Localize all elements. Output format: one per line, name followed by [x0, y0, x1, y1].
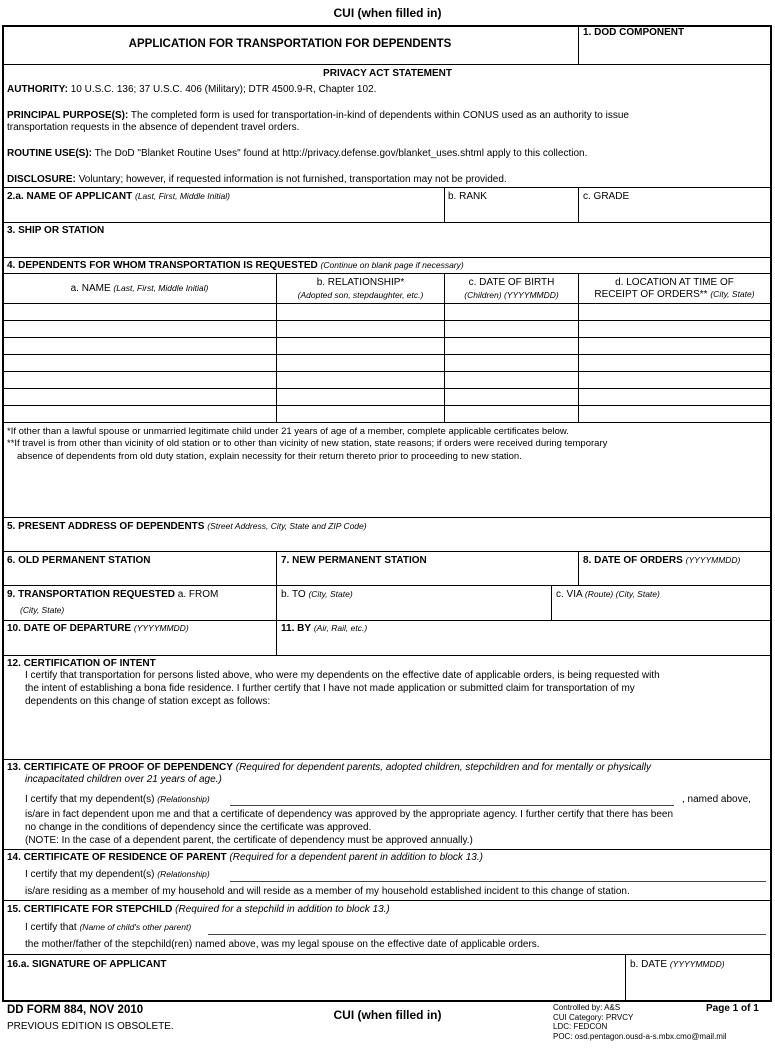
dependent-location-input[interactable] [581, 339, 768, 353]
obsolete-notice: PREVIOUS EDITION IS OBSOLETE. [7, 1021, 174, 1032]
dependent-dob-input[interactable] [447, 339, 576, 353]
purpose-text-2: transportation requests in the absence of dependent travel orders. [7, 122, 300, 133]
footnote-1: *If other than a lawful spouse or unmarried legitimate child under 21 years of age of a member, complete applicable certificates below. [7, 426, 569, 437]
dependent-dob-input[interactable] [447, 407, 576, 421]
travel-reasons-input[interactable] [7, 465, 767, 515]
cert-stepchild-text: the mother/father of the stepchild(ren) named above, was my legal spouse on the effective date of applicable orders. [25, 939, 540, 950]
dependents-label: 4. DEPENDENTS FOR WHOM TRANSPORTATION IS REQUESTED (Continue on blank page if necessary) [7, 260, 464, 271]
dependent-location-input[interactable] [581, 390, 768, 404]
date-of-orders-input[interactable] [583, 569, 768, 583]
dependent-dob-input[interactable] [447, 305, 576, 319]
transport-from-input[interactable] [95, 603, 273, 617]
purpose-line [7, 110, 629, 121]
stepchild-other-parent-input[interactable] [210, 920, 762, 933]
disclosure-line [7, 174, 507, 185]
dependency-relationship-input[interactable] [232, 791, 672, 804]
form-title: APPLICATION FOR TRANSPORTATION FOR DEPENDENTS [128, 38, 452, 50]
authority-line [7, 84, 376, 95]
cert-dependency-certify: I certify that my dependent(s) (Relationship) [25, 794, 210, 805]
footnote-3: absence of dependents from old duty station, explain necessity for their return thereto prior to proceeding to new station. [17, 451, 522, 462]
cert-intent-text-2: the intent of establishing a bona fide residence. I further certify that I have not made application or submitted claim for transportation of my [25, 683, 635, 694]
dependent-relationship-input[interactable] [279, 373, 442, 387]
grade-label: c. GRADE [583, 191, 630, 202]
new-station-input[interactable] [281, 569, 576, 583]
cert-intent-exceptions-input[interactable] [25, 710, 765, 756]
cert-intent-label: 12. CERTIFICATION OF INTENT [7, 658, 156, 669]
dependent-relationship-input[interactable] [279, 322, 442, 336]
signature-date-input[interactable] [630, 975, 766, 989]
dependent-dob-input[interactable] [447, 390, 576, 404]
authority-text: 10 U.S.C. 136; 37 U.S.C. 406 (Military); DTR 4500.9-R, Chapter 102. [70, 84, 377, 95]
col-location-header: d. LOCATION AT TIME OF RECEIPT OF ORDERS** (City, State) [594, 277, 755, 300]
dependent-location-input[interactable] [581, 322, 768, 336]
transport-via-input[interactable] [556, 603, 768, 617]
cert-dependency-note: (NOTE: In the case of a dependent parent, the certificate of dependency must be approved annually.) [25, 835, 473, 846]
dependent-dob-input[interactable] [447, 322, 576, 336]
cert-dependency-text-1: is/are in fact dependent upon me and that a certificate of dependency was approved by the appropriate agency. I further certify that there has been [25, 809, 674, 820]
signature-date-label: b. DATE (YYYYMMDD) [630, 959, 725, 970]
routine-text: The DoD "Blanket Routine Uses" found at http://privacy.defense.gov/blanket_uses.shtml apply to this collection. [94, 148, 588, 159]
named-above: , named above, [682, 794, 751, 805]
dependent-relationship-input[interactable] [279, 339, 442, 353]
purpose-label: PRINCIPAL PURPOSE(S): [7, 110, 129, 121]
dependent-name-input[interactable] [5, 305, 274, 319]
col-relationship-header: b. RELATIONSHIP* (Adopted son, stepdaughter, etc.) [297, 277, 424, 300]
travel-mode-input[interactable] [281, 637, 767, 651]
cert-intent-text-1: I certify that transportation for persons listed above, who were my dependents on the effective date of applicable orders, is being requested with [25, 670, 660, 681]
cert-residence-certify: I certify that my dependent(s) (Relationship) [25, 869, 210, 880]
ship-station-label: 3. SHIP OR STATION [7, 225, 105, 236]
disclosure-text: Voluntary; however, if requested information is not furnished, transportation may not be provided. [78, 174, 507, 185]
controlled-by: Controlled by: A&S [553, 1003, 621, 1012]
present-address-input[interactable] [7, 535, 767, 549]
grade-input[interactable] [583, 205, 768, 219]
ship-station-input[interactable] [7, 240, 767, 254]
old-station-label: 6. OLD PERMANENT STATION [7, 555, 151, 566]
transport-to-label: b. TO (City, State) [281, 589, 353, 600]
new-station-label: 7. NEW PERMANENT STATION [281, 555, 427, 566]
applicant-name-label: 2.a. NAME OF APPLICANT (Last, First, Middle Initial) [7, 191, 230, 202]
privacy-heading: PRIVACY ACT STATEMENT [323, 68, 452, 79]
cert-dependency-label: 13. CERTIFICATE OF PROOF OF DEPENDENCY (Required for dependent parents, adopted children, stepchildren and for mentally or physically [7, 762, 651, 773]
departure-date-input[interactable] [7, 637, 273, 651]
page-number: Page 1 of 1 [706, 1003, 759, 1014]
dependent-location-input[interactable] [581, 407, 768, 421]
routine-label: ROUTINE USE(S): [7, 148, 92, 159]
frame-right [770, 25, 772, 1002]
dod-component-label: 1. DOD COMPONENT [583, 27, 685, 38]
dependent-relationship-input[interactable] [279, 390, 442, 404]
dependent-name-input[interactable] [5, 390, 274, 404]
dependent-relationship-input[interactable] [279, 305, 442, 319]
present-address-label: 5. PRESENT ADDRESS OF DEPENDENTS (Street Address, City, State and ZIP Code) [7, 521, 367, 532]
dependent-location-input[interactable] [581, 305, 768, 319]
cert-residence-label: 14. CERTIFICATE OF RESIDENCE OF PARENT (Required for a dependent parent in addition to block 13.) [7, 852, 483, 863]
dod-component-input[interactable] [583, 43, 763, 59]
dependent-dob-input[interactable] [447, 356, 576, 370]
applicant-name-input[interactable] [7, 205, 442, 219]
transport-via-label: c. VIA (Route) (City, State) [556, 589, 660, 600]
dependent-location-input[interactable] [581, 356, 768, 370]
cert-dependency-hint-2: incapacitated children over 21 years of age.) [25, 774, 222, 785]
routine-line [7, 148, 587, 159]
footnote-2: **If travel is from other than vicinity of old station or to other than vicinity of new station, state reasons; if orders were received during temporary [7, 438, 608, 449]
dependent-name-input[interactable] [5, 356, 274, 370]
cui-category: CUI Category: PRVCY [553, 1012, 634, 1022]
cui-marking-bottom: CUI (when filled in) [333, 1008, 442, 1022]
signature-field[interactable] [7, 972, 622, 998]
rank-input[interactable] [448, 205, 576, 219]
cert-intent-text-3: dependents on this change of station except as follows: [25, 696, 271, 707]
from-hint: (City, State) [20, 605, 65, 615]
col-name-header: a. NAME (Last, First, Middle Initial) [70, 283, 209, 294]
date-of-orders-label: 8. DATE OF ORDERS (YYYYMMDD) [583, 555, 741, 566]
departure-date-label: 10. DATE OF DEPARTURE (YYYYMMDD) [7, 623, 189, 634]
dependent-name-input[interactable] [5, 339, 274, 353]
frame-left [2, 25, 4, 1002]
dependent-name-input[interactable] [5, 322, 274, 336]
dependent-relationship-input[interactable] [279, 356, 442, 370]
residence-relationship-input[interactable] [232, 867, 762, 880]
dependent-name-input[interactable] [5, 407, 274, 421]
ldc: LDC: FEDCON [553, 1022, 608, 1032]
signature-label: 16.a. SIGNATURE OF APPLICANT [7, 959, 167, 970]
dependent-location-input[interactable] [581, 373, 768, 387]
cert-stepchild-certify: I certify that (Name of child's other parent) [25, 922, 192, 933]
frame-bottom [2, 1000, 772, 1002]
cui-control-block [553, 1003, 727, 1041]
transport-to-input[interactable] [281, 603, 549, 617]
rank-label: b. RANK [448, 191, 487, 202]
dependent-dob-input[interactable] [447, 373, 576, 387]
cert-dependency-text-2: no change in the conditions of dependency since the certificate was approved. [25, 822, 372, 833]
old-station-input[interactable] [7, 569, 273, 583]
dependent-name-input[interactable] [5, 373, 274, 387]
cert-stepchild-label: 15. CERTIFICATE FOR STEPCHILD (Required for a stepchild in addition to block 13.) [7, 904, 390, 915]
cert-residence-text: is/are residing as a member of my household and will reside as a member of my household established incident to this change of station. [25, 886, 630, 897]
purpose-text-1: The completed form is used for transportation-in-kind of dependents within CONUS used as an authority to issue [130, 110, 629, 121]
cui-marking-top: CUI (when filled in) [333, 6, 442, 20]
authority-label: AUTHORITY: [7, 84, 68, 95]
dependent-relationship-input[interactable] [279, 407, 442, 421]
col-dob-header: c. DATE OF BIRTH (Children) (YYYYMMDD) [464, 277, 559, 300]
transport-from-label: 9. TRANSPORTATION REQUESTED a. FROM [7, 589, 219, 600]
poc: POC: osd.pentagon.ousd-a-s.mbx.cmo@mail.mil [553, 1031, 727, 1041]
disclosure-label: DISCLOSURE: [7, 174, 76, 185]
travel-mode-label: 11. BY (Air, Rail, etc.) [281, 623, 368, 634]
form-number: DD FORM 884, NOV 2010 [7, 1004, 144, 1016]
